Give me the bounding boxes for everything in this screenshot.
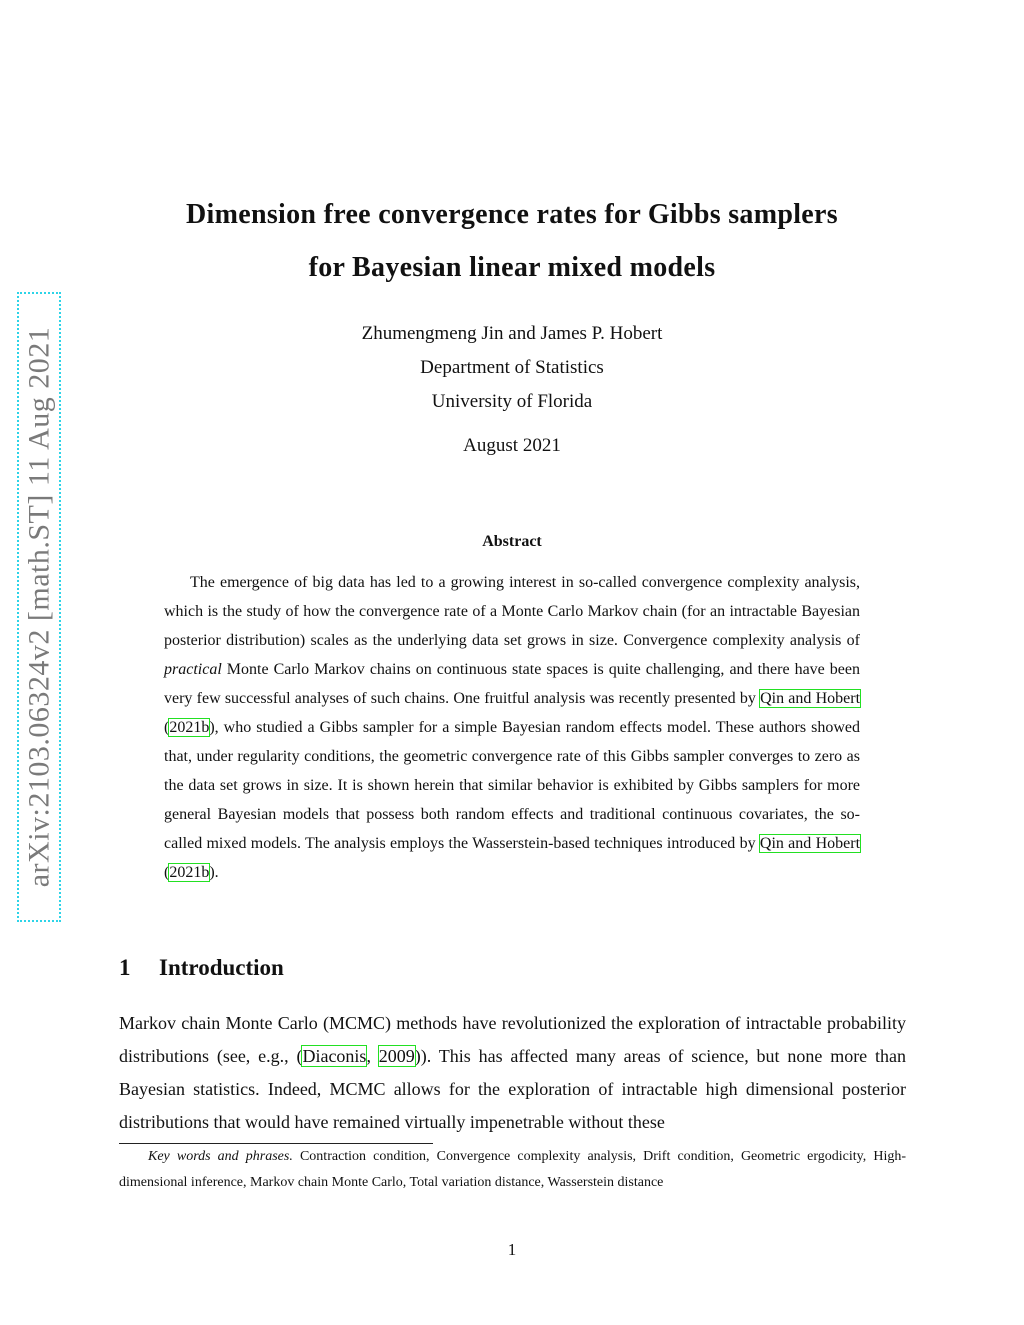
abstract-emphasis: practical: [164, 661, 222, 678]
paper-title-line-1: Dimension free convergence rates for Gibbs samplers: [186, 199, 838, 230]
page-number: 1: [507, 1240, 517, 1259]
citation-year-link[interactable]: 2021b: [169, 864, 210, 881]
citation-link-qin-hobert[interactable]: Qin and Hobert: [759, 835, 861, 852]
arxiv-identifier: arXiv:2103.06324v2 [math.ST] 11 Aug 2021: [22, 326, 56, 888]
affiliation-university: University of Florida: [431, 391, 593, 412]
footnote-label: Key words and phrases.: [148, 1149, 293, 1164]
abstract-text: The emergence of big data has led to a growing interest in so-called convergence complexity analysis, which is the study of how the convergence rate of a Monte Carlo Markov chain (for an intractable Bayesian posterior distribution) scales as the underlying data set grows in size. Convergence complexity analysis of: [164, 574, 860, 649]
citation-year-link[interactable]: 2009: [378, 1046, 415, 1066]
intro-text: )). This has affected many areas of science, but none more than Bayesian statistics. Indeed, MCMC allows for the exploration of intractable high dimensional posterior distributions that would have remained virtually impenetrable without these: [119, 1046, 906, 1132]
paper-title-line-2: for Bayesian linear mixed models: [308, 252, 716, 283]
abstract-heading: Abstract: [482, 533, 542, 550]
citation-link-diaconis[interactable]: Diaconis: [302, 1046, 367, 1066]
introduction-paragraph: Markov chain Monte Carlo (MCMC) methods have revolutionized the exploration of intractable probability distributions (see, e.g., (Diaconis, 2009)). This has affected many areas of science, but none more than Bayesian statistics. Indeed, MCMC allows for the exploration of intractable high dimensional posterior distributions that would have remained virtually impenetrable without these: [119, 1013, 906, 1132]
abstract-text: Monte Carlo Markov chains on continuous state spaces is quite challenging, and there have been very few successful analyses of such chains. One fruitful analysis was recently presented by: [164, 661, 860, 707]
abstract-text: , who studied a Gibbs sampler for a simple Bayesian random effects model. These authors showed that, under regularity conditions, the geometric convergence rate of this Gibbs sampler converges to zero as the data set grows in size. It is shown herein that similar behavior is exhibited by Gibbs samplers for more general Bayesian models that possess both random effects and traditional continuous covariates, the so-called mixed models. The analysis employs the Wasserstein-based techniques introduced by: [164, 719, 860, 852]
footnote-text: Contraction condition, Convergence complexity analysis, Drift condition, Geometric ergodicity, High-dimensional inference, Markov chain Monte Carlo, Total variation distance, Wasserstein distance: [119, 1149, 906, 1190]
section-heading: [119, 955, 284, 981]
footnote: [119, 1144, 906, 1196]
arxiv-stamp: [17, 292, 61, 922]
publication-date: August 2021: [463, 435, 561, 456]
affiliation-department: Department of Statistics: [420, 357, 604, 378]
citation-link-qin-hobert[interactable]: Qin and Hobert: [760, 690, 861, 707]
abstract-text: .: [214, 864, 219, 881]
intro-text: Markov chain Monte Carlo (MCMC) methods have revolutionized the exploration of intractable probability distributions (see, e.g., (: [119, 1013, 906, 1066]
abstract-body: The emergence of big data has led to a growing interest in so-called convergence complexity analysis, which is the study of how the convergence rate of a Monte Carlo Markov chain (for an intractable Bayesian posterior distribution) scales as the underlying data set grows in size. Convergence complexity analysis of practical Monte Carlo Markov chains on continuous state spaces is quite challenging, and there have been very few successful analyses of such chains. One fruitful analysis was recently presented by Qin and Hobert (2021b), who studied a Gibbs sampler for a simple Bayesian random effects model. These authors showed that, under regularity conditions, the geometric convergence rate of this Gibbs sampler converges to zero as the data set grows in size. It is shown herein that similar behavior is exhibited by Gibbs samplers for more general Bayesian models that possess both random effects and traditional continuous covariates, the so-called mixed models. The analysis employs the Wasserstein-based techniques introduced by Qin and Hobert (2021b).: [164, 574, 861, 881]
section-number: 1: [119, 955, 131, 980]
citation-year-link[interactable]: 2021b: [169, 719, 210, 736]
authors: Zhumengmeng Jin and James P. Hobert: [361, 323, 663, 344]
section-title: Introduction: [159, 955, 284, 980]
